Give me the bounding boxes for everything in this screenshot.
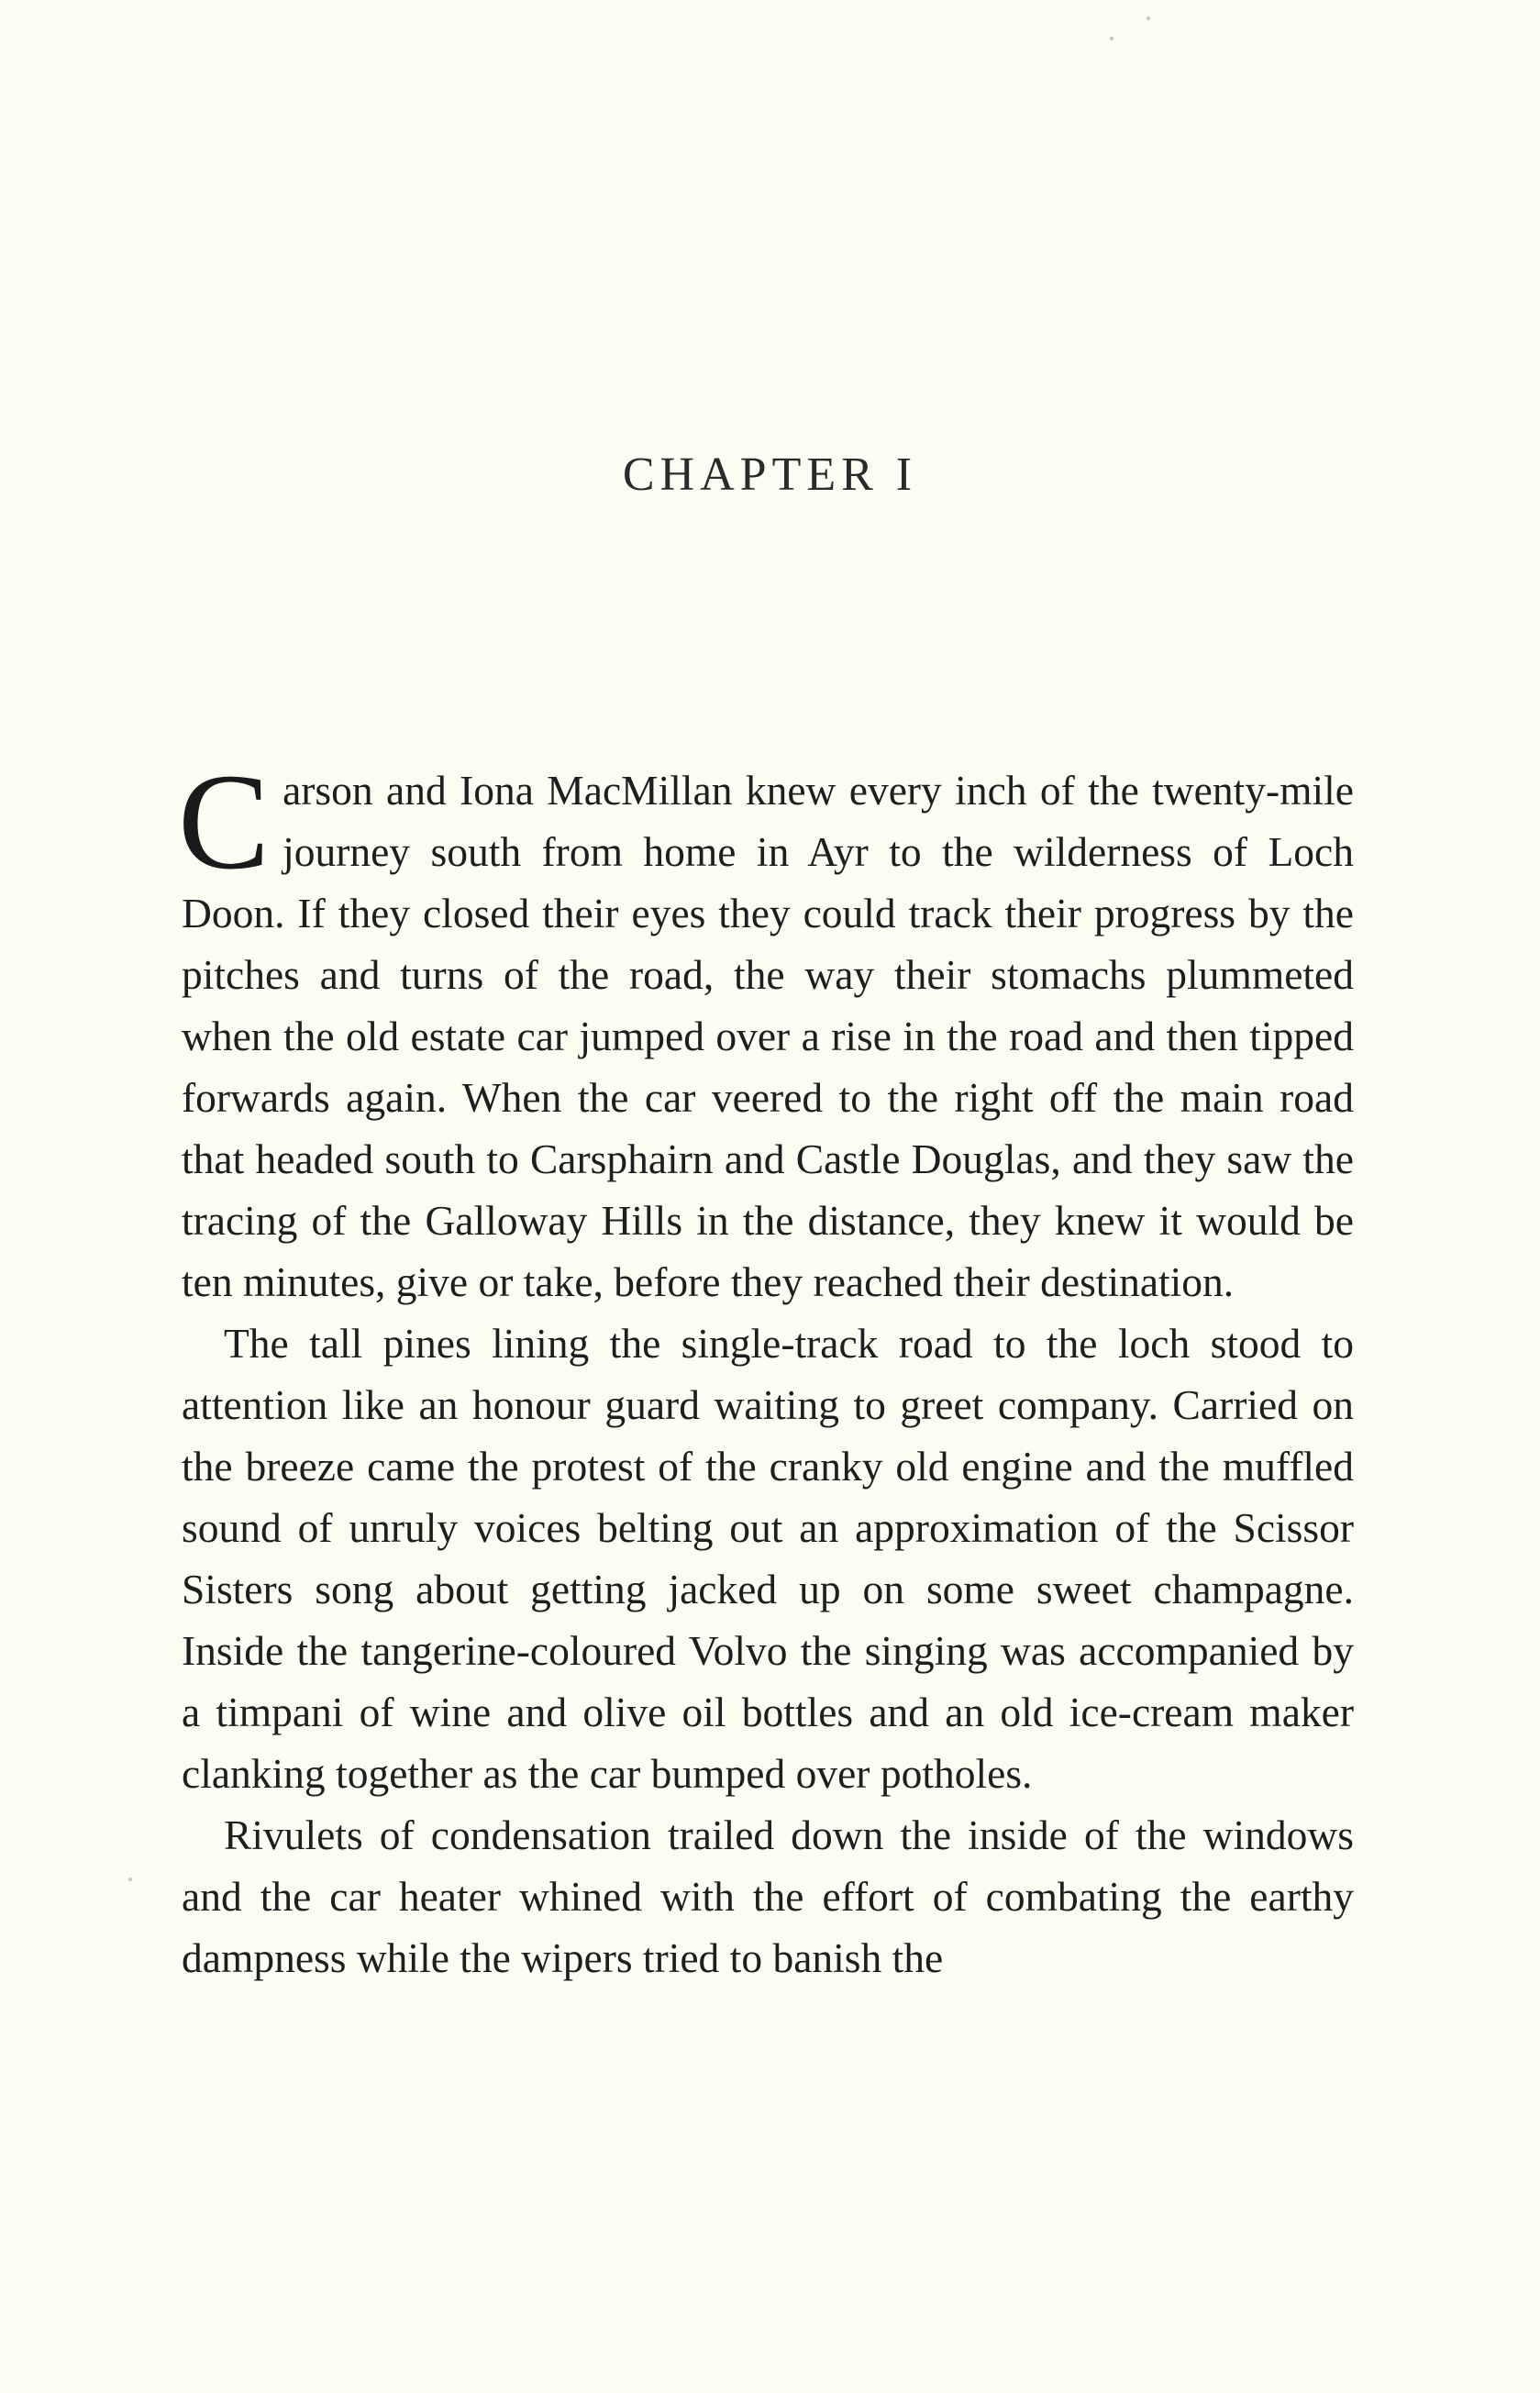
paper-speck bbox=[128, 1878, 132, 1881]
chapter-body bbox=[178, 746, 1354, 1989]
paper-speck bbox=[1110, 37, 1113, 40]
paragraph-2: The tall pines lining the single-track road to the loch stood to attention like an honour guard waiting to greet company. Carried on the breeze came the protest of the cranky old engine and the muffled sound of unruly voices belting out an approximation of the Scissor Sisters song about getting jacked up on some sweet champagne. Inside the tangerine-coloured Volvo the singing was accompanied by a timpani of wine and olive oil bottles and an old ice-cream maker clanking together as the car bumped over potholes. bbox=[182, 1320, 1354, 1797]
paragraph-3: Rivulets of condensation trailed down the inside of the windows and the car heater whined with the effort of combating the earthy dampness while the wipers tried to banish the bbox=[182, 1811, 1354, 1981]
paragraph-1-text: arson and Iona MacMillan knew every inch of the twenty-mile journey south from home in Ayr to the wilderness of Loch Doon. If they closed their eyes they could track their progress by the pitches and turns of the road, the way their stomachs plummeted when the old estate car jumped over a rise in the road and then tipped forwards again. When the car veered to the right off the main road that headed south to Carsphairn and Castle Douglas, and they saw the tracing of the Galloway Hills in the distance, they knew it would be ten minutes, give or take, before they reached their destination. bbox=[182, 767, 1354, 1305]
paragraph-1 bbox=[178, 746, 1354, 1313]
drop-cap: C bbox=[178, 746, 271, 898]
paper-speck bbox=[1147, 17, 1150, 20]
chapter-heading: CHAPTER I bbox=[622, 449, 918, 501]
